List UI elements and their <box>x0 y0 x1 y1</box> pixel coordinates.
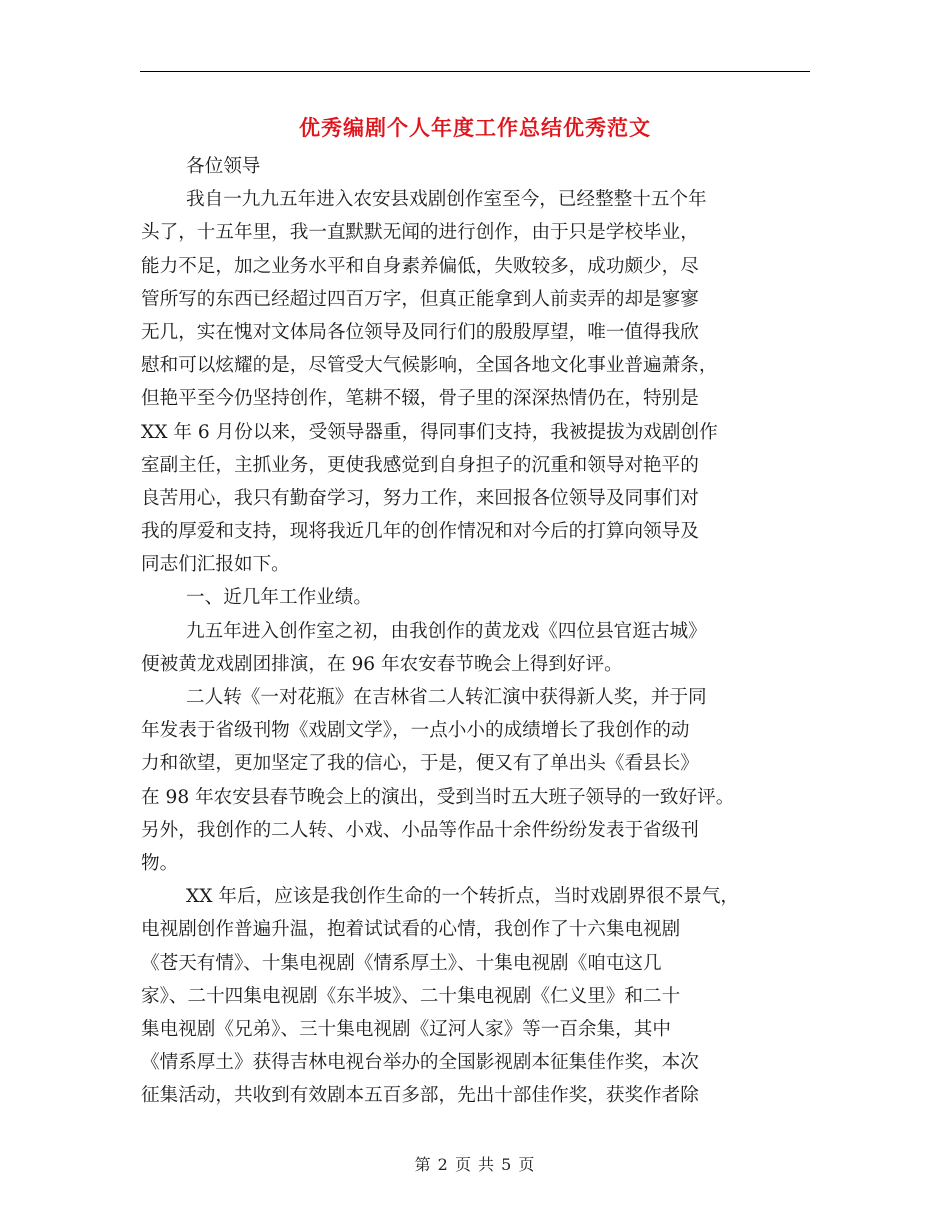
body-text-line: 集电视剧《兄弟》、三十集电视剧《辽河人家》等一百余集，其中 <box>141 1018 671 1040</box>
document-title: 优秀编剧个人年度工作总结优秀范文 <box>299 116 651 140</box>
body-text-line: 电视剧创作普遍升温，抱着试试看的心情，我创作了十六集电视剧 <box>141 919 681 941</box>
body-text-line: 各位领导 <box>186 156 261 177</box>
body-text-line: 《苍天有情》、十集电视剧《情系厚土》、十集电视剧《咱屯这几 <box>141 952 662 974</box>
body-text-line: 同志们汇报如下。 <box>141 554 290 576</box>
header-rule <box>140 71 810 72</box>
page-number-footer: 第 2 页 共 5 页 <box>414 1155 536 1174</box>
body-text-line: 《情系厚土》获得吉林电视台举办的全国影视剧本征集佳作奖，本次 <box>141 1052 699 1074</box>
body-text-line: XX 年 6 月份以来，受领导器重，得同事们支持，我被提拔为戏剧创作 <box>141 421 718 443</box>
body-text-line: XX 年后，应该是我创作生命的一个转折点，当时戏剧界很不景气， <box>186 886 740 908</box>
body-text-line: 室副主任，主抓业务，更使我感觉到自身担子的沉重和领导对艳平的 <box>141 454 699 476</box>
body-text-line: 良苦用心，我只有勤奋学习，努力工作，来回报各位领导及同事们对 <box>141 487 699 509</box>
document-body <box>141 150 813 1112</box>
body-text-line: 慰和可以炫耀的是，尽管受大气候影响，全国各地文化事业普遍萧条， <box>141 355 718 377</box>
body-text-line: 但艳平至今仍坚持创作，笔耕不辍，骨子里的深深热情仍在，特别是 <box>141 388 699 410</box>
body-text-line: 力和欲望，更加坚定了我的信心，于是，便又有了单出头《看县长》 <box>141 753 699 775</box>
body-text-line: 九五年进入创作室之初，由我创作的黄龙戏《四位县官逛古城》 <box>186 620 707 642</box>
body-text-line: 我自一九九五年进入农安县戏剧创作室至今，已经整整十五个年 <box>186 189 707 211</box>
body-text-line: 管所写的东西已经超过四百万字，但真正能拿到人前卖弄的却是寥寥 <box>141 288 699 310</box>
body-text-line: 头了，十五年里，我一直默默无闻的进行创作，由于只是学校毕业， <box>141 222 699 244</box>
body-text-line: 无几，实在愧对文体局各位领导及同行们的殷殷厚望，唯一值得我欣 <box>141 321 699 343</box>
body-text-line: 家》、二十四集电视剧《东半坡》、二十集电视剧《仁义里》和二十 <box>141 985 681 1007</box>
body-text-line: 年发表于省级刊物《戏剧文学》，一点小小的成绩增长了我创作的动 <box>141 720 690 742</box>
body-text-line: 征集活动，共收到有效剧本五百多部，先出十部佳作奖，获奖作者除 <box>141 1085 699 1107</box>
body-text-line: 便被黄龙戏剧团排演，在 96 年农安春节晚会上得到好评。 <box>141 653 623 675</box>
body-text-line: 物。 <box>141 852 179 874</box>
body-text-line: 二人转《一对花瓶》在吉林省二人转汇演中获得新人奖，并于同 <box>186 687 707 708</box>
body-text-line: 能力不足，加之业务水平和自身素养偏低，失败较多，成功颇少，尽 <box>141 255 699 277</box>
body-text-line: 另外，我创作的二人转、小戏、小品等作品十余件纷纷发表于省级刊 <box>141 819 699 841</box>
body-text-line: 在 98 年农安县春节晚会上的演出，受到当时五大班子领导的一致好评。 <box>141 786 735 808</box>
body-text-line: 我的厚爱和支持，现将我近几年的创作情况和对今后的打算向领导及 <box>141 521 699 543</box>
body-text-line: 一、近几年工作业绩。 <box>186 587 372 609</box>
